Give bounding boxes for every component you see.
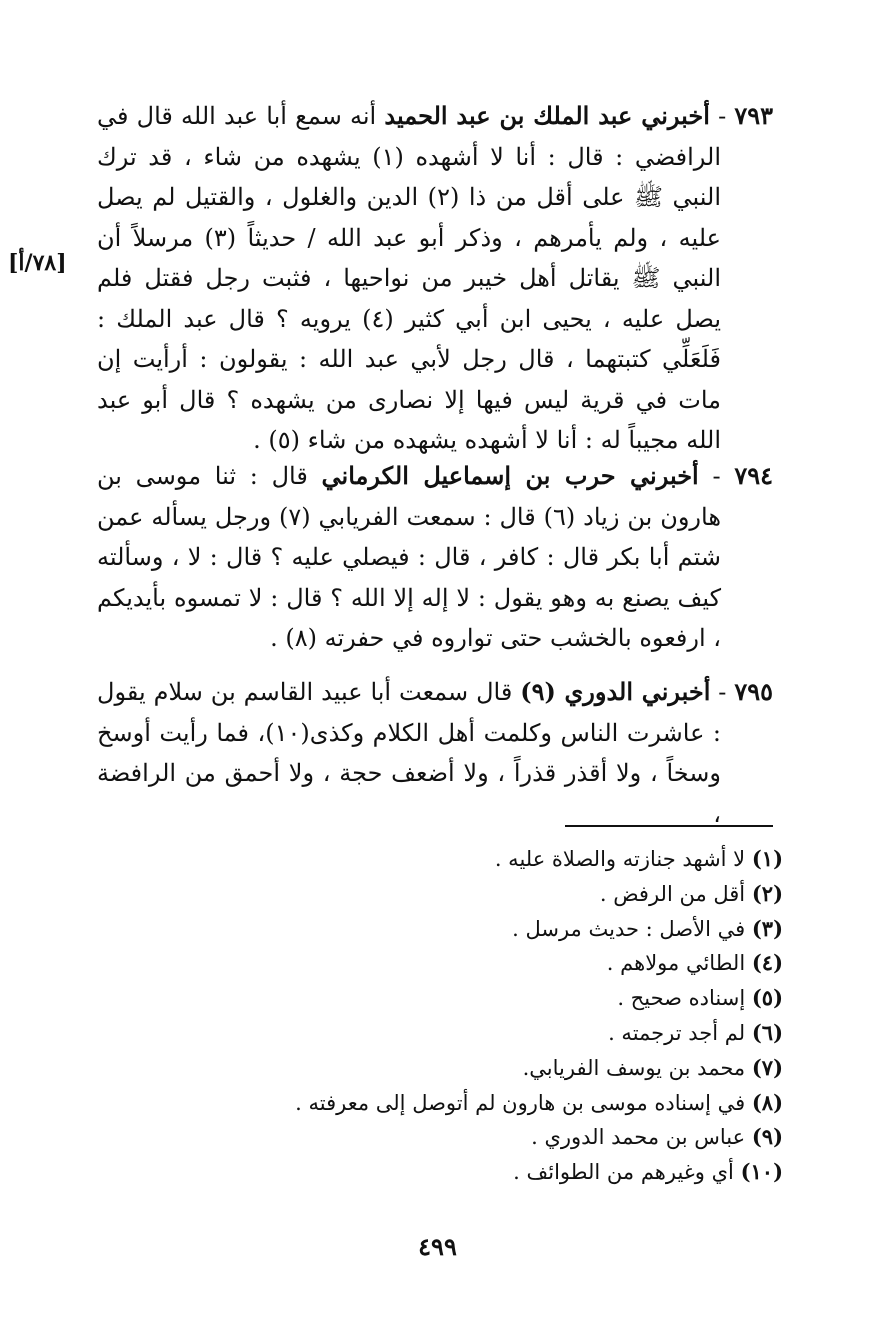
footnote: (٨) في إسناده موسى بن هارون لم أتوصل إلى معرفته .	[295, 1089, 783, 1115]
hadith-isnad-lead: أخبرني حرب بن إسماعيل الكرماني	[321, 461, 699, 490]
footnote-separator	[565, 825, 773, 827]
footnote: (٦) لم أجد ترجمته .	[608, 1019, 783, 1045]
hadith-number: ٧٩٣	[734, 101, 774, 130]
manuscript-folio-reference: [٧٨/أ]	[8, 250, 67, 276]
hadith-794: ٧٩٤ - أخبرني حرب بن إسماعيل الكرماني قال : ثنا موسى بن هارون بن زياد (٦) قال : سمعت الفريابي (٧) ورجل يسأله عمن شتم أبا بكر قال : كافر ، قال : فيصلي عليه ؟ قال : لا ، وسألته كيف يصنع به وهو يقول : لا إله إلا الله ؟ قال : لا تمسوه بأيديكم ، ارفعوه بالخشب حتى تواروه في حفرته (٨) .	[97, 461, 773, 652]
footnotes	[83, 842, 783, 1190]
page-number: ٤٩٩	[418, 1232, 457, 1261]
footnote: (١٠) أي وغيرهم من الطوائف .	[513, 1159, 783, 1185]
hadith-number: ٧٩٤	[734, 461, 773, 490]
hadith-text: أنه سمع أبا عبد الله قال في الرافضي : قال : أنا لا أشهده (١) يشهده من شاء ، قد ترك النبي ﷺ على أقل من ذا (٢) الدين والغلول ، والقتيل لم يصل عليه ، ولم يأمرهم ، وذكر أبو عبد الله / حديثاً (٣) مرسلاً أن النبي ﷺ يقاتل أهل خيبر من نواحيها ، فثبت رجل فقتل فلم يصل عليه ، يحيى ابن أبي كثير (٤) يرويه ؟ قال عبد الملك : فَلَعَلِّي كتبتهما ، قال رجل لأبي عبد الله : يقولون : أرأيت إن مات في قرية ليس فيها إلا نصارى من يشهده ؟ قال أبو عبد الله مجيباً له : أنا لا أشهده يشهده من شاء (٥) .	[97, 102, 721, 454]
footnote: (٤) الطائي مولاهم .	[606, 950, 783, 976]
footnote: (١) لا أشهد جنازته والصلاة عليه .	[494, 846, 783, 871]
hadith-isnad-lead: أخبرني الدوري (٩)	[520, 677, 711, 706]
footnote: (٣) في الأصل : حديث مرسل .	[512, 915, 783, 941]
footnote: (٧) محمد بن يوسف الفريابي.	[522, 1054, 783, 1080]
footnote: (٢) أقل من الرفض .	[599, 880, 783, 906]
hadith-number: ٧٩٥	[734, 677, 773, 706]
hadith-795: ٧٩٥ - أخبرني الدوري (٩) قال سمعت أبا عبيد القاسم بن سلام يقول : عاشرت الناس وكلمت أهل الكلام وكذى(١٠)، فما رأيت أوسخ وسخاً ، ولا أقذر قذراً ، ولا أضعف حجة ، ولا أحمق من الرافضة ،	[97, 677, 773, 828]
hadith-isnad-lead: أخبرني عبد الملك بن عبد الحميد	[384, 101, 710, 130]
footnote: (٩) عباس بن محمد الدوري .	[531, 1124, 783, 1150]
footnote: (٥) إسناده صحيح .	[617, 985, 783, 1011]
hadith-793: ٧٩٣ - أخبرني عبد الملك بن عبد الحميد أنه سمع أبا عبد الله قال في الرافضي : قال : أنا لا أشهده (١) يشهده من شاء ، قد ترك النبي ﷺ على أقل من ذا (٢) الدين والغلول ، والقتيل لم يصل عليه ، ولم يأمرهم ، وذكر أبو عبد الله / حديثاً (٣) مرسلاً أن النبي ﷺ يقاتل أهل خيبر من نواحيها ، فثبت رجل فقتل فلم يصل عليه ، يحيى ابن أبي كثير (٤) يرويه ؟ قال عبد الملك : فَلَعَلِّي كتبتهما ، قال رجل لأبي عبد الله : يقولون : أرأيت إن مات في قرية ليس فيها إلا نصارى من يشهده ؟ قال أبو عبد الله مجيباً له : أنا لا أشهده يشهده من شاء (٥) .	[97, 101, 774, 454]
hadith-text: قال : ثنا موسى بن هارون بن زياد (٦) قال : سمعت الفريابي (٧) ورجل يسأله عمن شتم أبا بكر قال : كافر ، قال : فيصلي عليه ؟ قال : لا ، وسألته كيف يصنع به وهو يقول : لا إله إلا الله ؟ قال : لا تمسوه بأيديكم ، ارفعوه بالخشب حتى تواروه في حفرته (٨) .	[97, 462, 721, 652]
hadith-text: قال سمعت أبا عبيد القاسم بن سلام يقول : عاشرت الناس وكلمت أهل الكلام وكذى(١٠)، فما رأيت أوسخ وسخاً ، ولا أقذر قذراً ، ولا أضعف حجة ، ولا أحمق من الرافضة ،	[97, 678, 721, 828]
